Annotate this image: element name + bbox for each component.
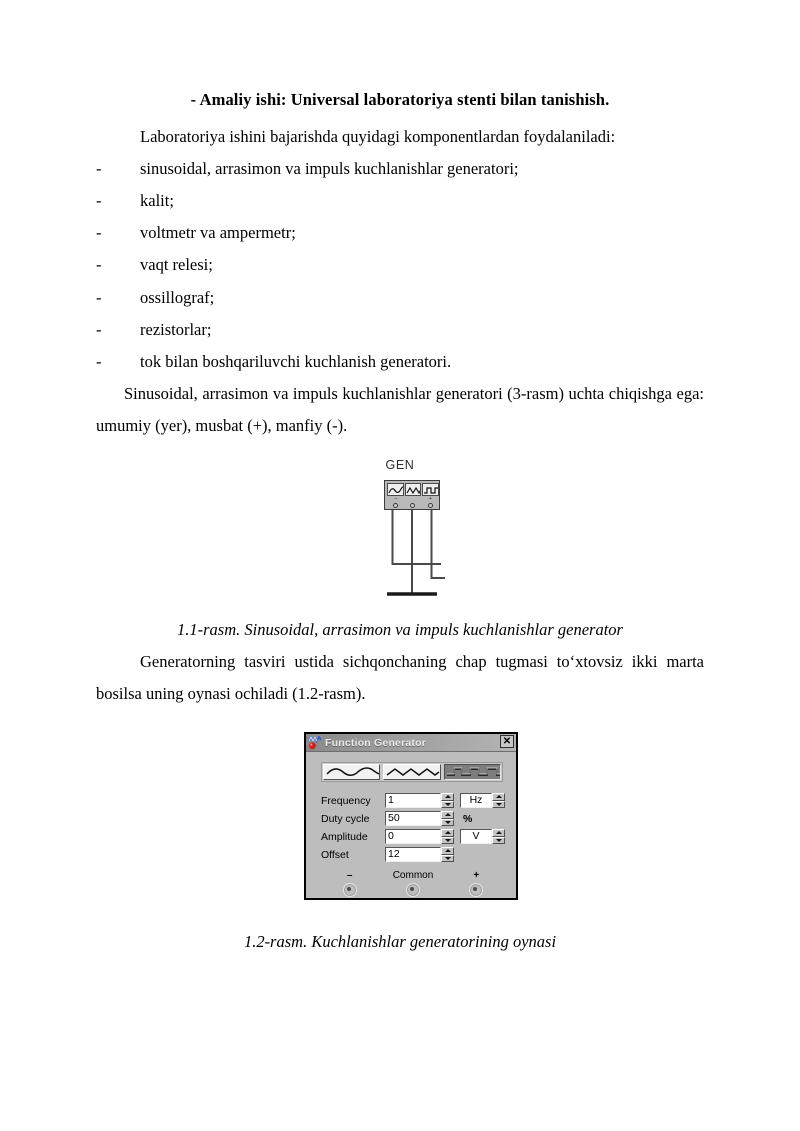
triangle-wave-icon: [384, 765, 440, 779]
duty-cycle-input[interactable]: 50: [385, 811, 441, 826]
stepper-down-icon[interactable]: [492, 801, 505, 809]
square-wave-icon: [445, 765, 501, 779]
function-generator-window: [304, 732, 518, 900]
amplitude-unit-stepper[interactable]: [492, 829, 505, 844]
list-item: [96, 185, 704, 217]
stepper-up-icon[interactable]: [441, 829, 454, 837]
list-bullet-dash: -: [96, 351, 102, 371]
sine-wave-icon: [324, 765, 380, 779]
negative-terminal-jack[interactable]: [343, 883, 357, 897]
stepper-down-icon[interactable]: [441, 855, 454, 863]
list-item-label: voltmetr va ampermetr;: [140, 223, 296, 243]
function-generator-icon: [308, 736, 322, 750]
amplitude-row: [321, 828, 506, 845]
positive-terminal-jack[interactable]: [469, 883, 483, 897]
list-item-label: kalit;: [140, 191, 174, 211]
list-item-label: ossillograf;: [140, 287, 215, 307]
output-terminals: [318, 870, 508, 898]
stepper-down-icon[interactable]: [492, 837, 505, 845]
list-item: [96, 346, 704, 378]
offset-row: [321, 846, 506, 863]
minus-sign-icon: –: [394, 496, 398, 503]
list-item: [96, 282, 704, 314]
page-title: - Amaliy ishi: Universal laboratoriya stenti bilan tanishish.: [190, 90, 610, 109]
figure-caption-1: 1.1-rasm. Sinusoidal, arrasimon va impuls kuchlanishlar generator: [177, 620, 623, 640]
negative-terminal-label: –: [346, 870, 353, 882]
gen-wiring-diagram: [96, 458, 704, 608]
document-content: [96, 88, 704, 958]
frequency-input[interactable]: 1: [385, 793, 441, 808]
stepper-up-icon[interactable]: [492, 793, 505, 801]
parameter-fields: [321, 792, 506, 864]
list-item-label: vaqt relesi;: [140, 255, 213, 275]
frequency-row: [321, 792, 506, 809]
list-bullet-dash: -: [96, 255, 102, 275]
gen-label: GEN: [385, 458, 415, 473]
frequency-label: Frequency: [321, 794, 371, 807]
stepper-down-icon[interactable]: [441, 801, 454, 809]
waveform-selector: [321, 762, 503, 782]
frequency-stepper[interactable]: [441, 793, 454, 808]
plus-sign-icon: +: [428, 496, 432, 503]
generator-paragraph: Sinusoidal, arrasimon va impuls kuchlanishlar generatori (3-rasm) uchta chiqishga ega: umumiy (yer), musbat (+), manfiy (-).: [96, 384, 704, 436]
list-bullet-dash: -: [96, 319, 102, 339]
offset-label: Offset: [321, 848, 349, 861]
list-item-label: sinusoidal, arrasimon va impuls kuchlanishlar generatori;: [140, 158, 519, 178]
common-terminal-jack[interactable]: [406, 883, 420, 897]
duty-cycle-row: [321, 810, 506, 827]
negative-terminal: [318, 870, 381, 898]
stepper-down-icon[interactable]: [441, 837, 454, 845]
common-terminal-label: Common: [392, 870, 434, 882]
list-bullet-dash: -: [96, 191, 102, 211]
list-bullet-dash: -: [96, 223, 102, 243]
offset-stepper[interactable]: [441, 847, 454, 862]
list-item: [96, 314, 704, 346]
amplitude-input[interactable]: 0: [385, 829, 441, 844]
close-icon[interactable]: ✕: [500, 735, 514, 748]
positive-terminal-label: +: [473, 870, 480, 882]
list-bullet-dash: -: [96, 158, 102, 178]
list-item: [96, 217, 704, 249]
amplitude-label: Amplitude: [321, 830, 368, 843]
figure-caption-2: 1.2-rasm. Kuchlanishlar generatorining oynasi: [243, 932, 557, 952]
list-item: [96, 249, 704, 281]
stepper-up-icon[interactable]: [441, 811, 454, 819]
duty-cycle-label: Duty cycle: [321, 812, 370, 825]
frequency-unit-select[interactable]: Hz: [460, 793, 492, 808]
stepper-up-icon[interactable]: [441, 793, 454, 801]
open-window-paragraph: Generatorning tasviri ustida sichqonchaning chap tugmasi to‘xtovsiz ikki marta bosilsa uning oynasi ochiladi (1.2-rasm).: [96, 651, 704, 703]
square-wave-button[interactable]: [444, 764, 501, 780]
window-body: [306, 752, 516, 901]
positive-terminal: [445, 870, 508, 898]
triangle-wave-button[interactable]: [383, 764, 440, 780]
list-bullet-dash: -: [96, 287, 102, 307]
stepper-up-icon[interactable]: [492, 829, 505, 837]
offset-input[interactable]: 12: [385, 847, 441, 862]
amplitude-stepper[interactable]: [441, 829, 454, 844]
gen-schematic-figure: [96, 458, 704, 608]
duty-cycle-unit-label: %: [463, 812, 473, 825]
common-terminal: [381, 870, 444, 898]
frequency-unit-stepper[interactable]: [492, 793, 505, 808]
sine-wave-button[interactable]: [323, 764, 380, 780]
window-titlebar[interactable]: [306, 734, 516, 752]
list-item: [96, 153, 704, 185]
components-list: [96, 153, 704, 378]
list-item-label: rezistorlar;: [140, 319, 212, 339]
duty-cycle-stepper[interactable]: [441, 811, 454, 826]
list-item-label: tok bilan boshqariluvchi kuchlanish generatori.: [140, 351, 452, 371]
stepper-up-icon[interactable]: [441, 847, 454, 855]
window-title: Function Generator: [325, 736, 427, 749]
stepper-down-icon[interactable]: [441, 819, 454, 827]
intro-paragraph: Laboratoriya ishini bajarishda quyidagi komponentlardan foydalaniladi:: [140, 126, 616, 146]
amplitude-unit-select[interactable]: V: [460, 829, 492, 844]
function-generator-figure: [96, 732, 704, 908]
